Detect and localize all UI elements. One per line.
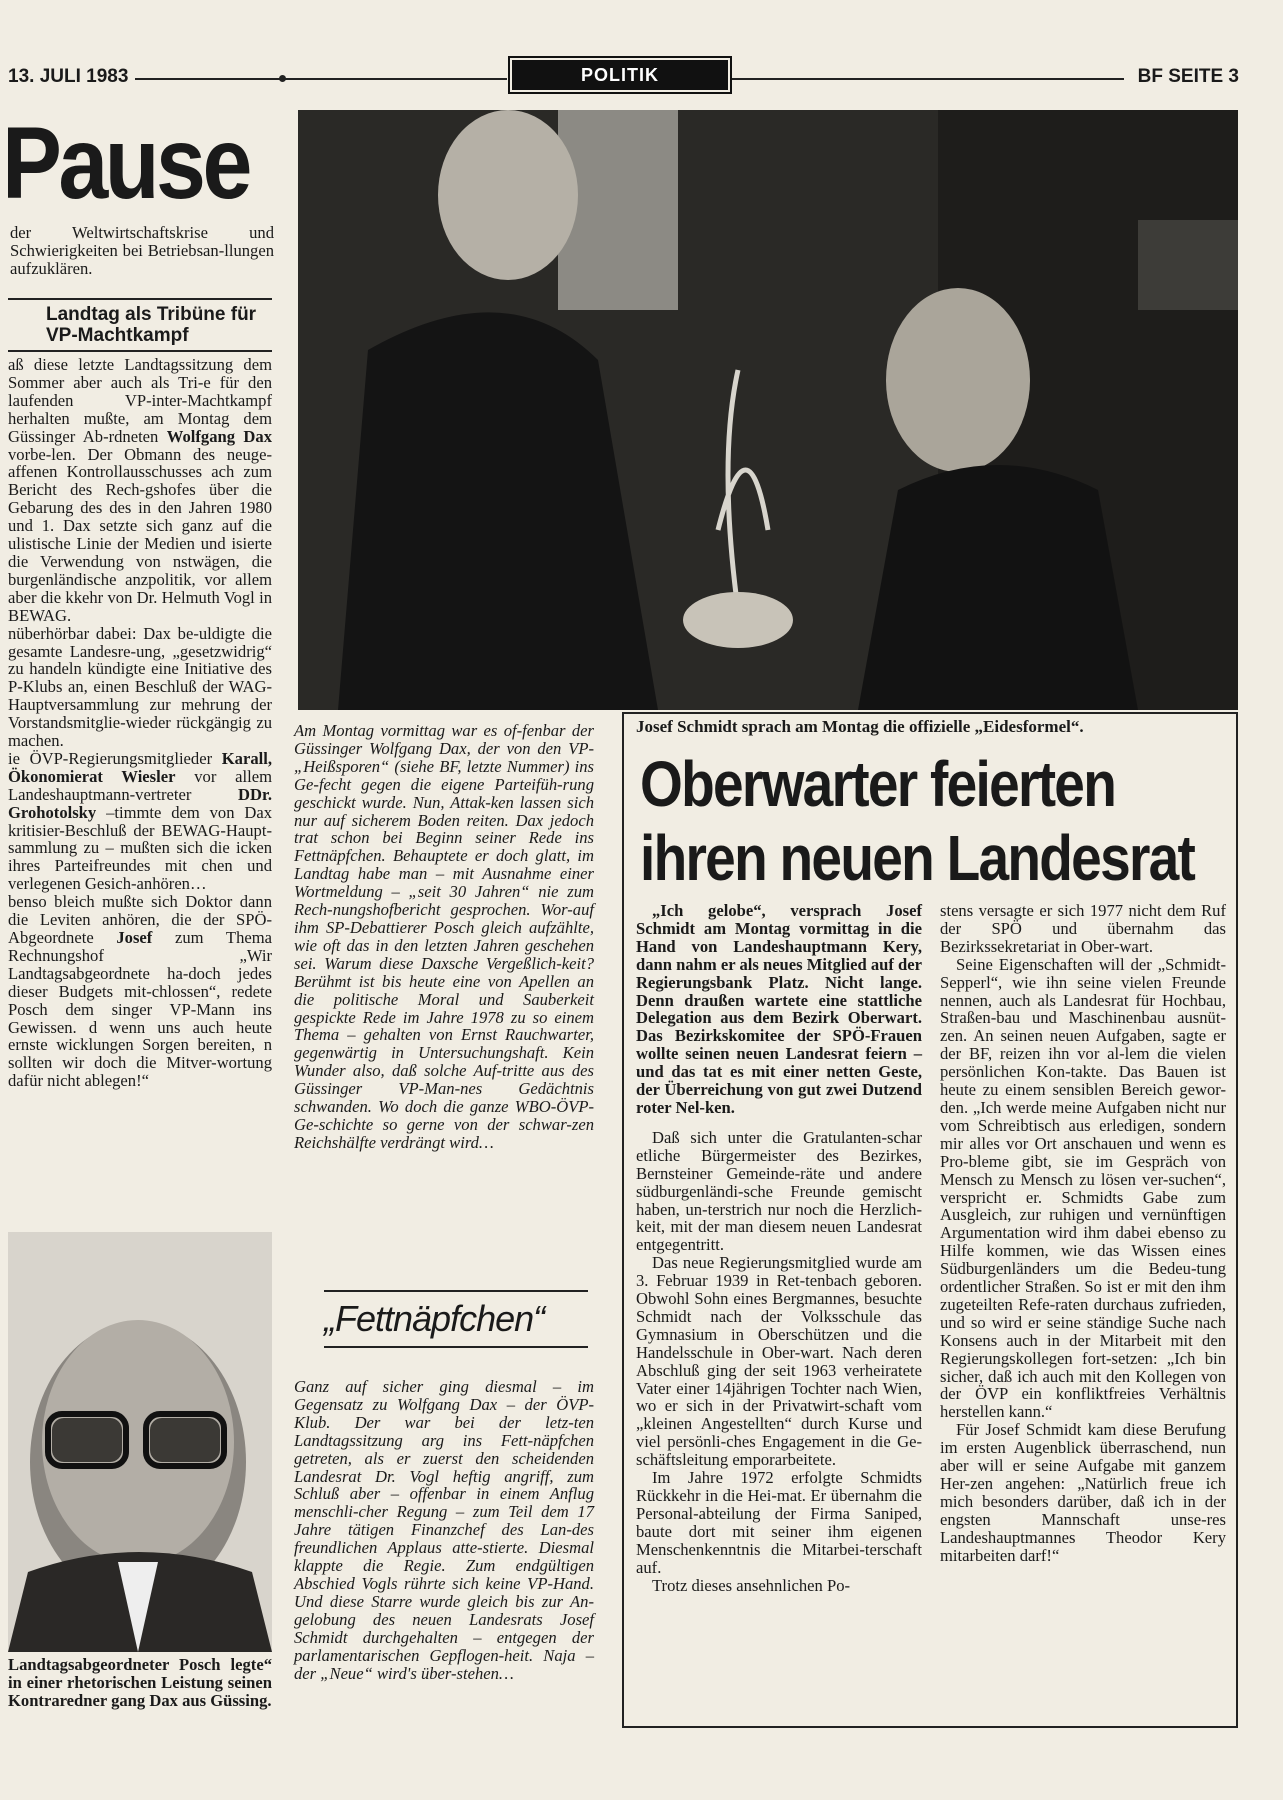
portrait-photo bbox=[8, 1232, 272, 1652]
left-body: aß diese letzte Landtagssitzung dem Sommer aber auch als Tri-e für den laufenden VP-inter-Machtkampf herhalten mußte, am Montag dem Güssinger Ab-rdneten Wolfgang Dax vorbe-len. Der Obmann des neuge-affenen Kontrollausschusses ach zum Bericht des Rech-gshofes über die Gebarung des des in den Jahren 1980 und 1. Dax setzte sich ganz auf die ulistische Linie der Medien und isierte die Verwendung von nstwägen, die burgenländische anzpolitik, vor allem aber die kkehr von Dr. Helmuth Vogl in BEWAG. nüberhörbar dabei: Dax be-uldigte die gesamte Landesre-ung, „gesetzwidrig“ zu handeln kündigte eine Initiative des P-Klubs an, einen Beschluß der WAG-Hauptversammlung zur mehrung der Vorstandsmitglie-wieder rückgängig zu machen. ie ÖVP-Regierungsmitglieder Karall, Ökonomierat Wiesler vor allem Landeshauptmann-vertreter DDr. Grohotolsky –timmte dem von Dax kritisier-Beschluß der BEWAG-Haupt-sammlung zu – mußten sich die icken ihres Parteifreundes mit chen und verlegenen Gesich-anhören… benso bleich mußte sich Doktor dann die Leviten anhören, die der SPÖ-Abgeordnete Josef zum Thema Rechnungshof „Wir Landtagsabgeordnete ha-doch jedes dieser Budgets mit-chlossen“, redete Posch dem singer VP-Mann ins Gewissen. d wenn uns auch heute ernste wicklungen Sorgen bereiten, n sollten wir doch die Mitver-wortung dafür nicht ablegen!“ bbox=[8, 355, 272, 1091]
left-subhead: Landtag als Tribüne für VP-Machtkampf bbox=[46, 304, 257, 346]
story-lead: „Ich gelobe“, versprach Josef Schmidt am Montag vormittag in die Hand von Landeshauptmann Kery, dann nahm er als neues Mitglied auf der Regierungsbank Platz. Nicht lange. Denn draußen wartete eine stattliche Delegation aus dem Bezirk Oberwart. Das Bezirkskomitee der SPÖ-Frauen wollte seinen neuen Landesrat feiern – und das tat es mit einer netten Geste, der Überreichung von gut zwei Dutzend roter Nel-ken. bbox=[636, 901, 922, 1117]
left-headline: Pause bbox=[2, 106, 249, 220]
story-paragraph: Für Josef Schmidt kam diese Berufung im ersten Augenblick überraschend, nun aber will er seine Aufgabe mit ganzem Her-zen angehen: „Natürlich freue ich mich besonders darüber, daß ich in der engsten Mannschaft unse-res Landeshauptmannes Theodor Kery mitarbeiten darf!“ bbox=[940, 1420, 1226, 1565]
left-intro: der Weltwirtschaftskrise und Schwierigkeiten bei Betriebsan-llungen aufzuklären. bbox=[10, 223, 274, 278]
box-rule-bottom bbox=[324, 1346, 588, 1348]
ceremony-illustration bbox=[298, 110, 1238, 710]
header-rule-left bbox=[135, 78, 507, 80]
main-photo bbox=[298, 110, 1238, 710]
story-paragraph: Trotz dieses ansehnlichen Po- bbox=[652, 1575, 851, 1595]
story-paragraph: stens versagte er sich 1977 nicht dem Ruf der SPÖ und übernahm das Bezirkssekretariat in Ober-wart. bbox=[940, 901, 1226, 956]
middle-commentary: Am Montag vormittag war es of-fenbar der Güssinger Wolfgang Dax, der von den VP-„Heißsporen“ (siehe BF, letzte Nummer) ins Ge-fecht gegen die eigene Parteifüh-rung geschickt wurde. Nun, Attak-ken lassen sich nur auf sicherem Boden reiten. Dax jedoch trat schon bei Beginn seiner Rede ins Fettnäpfchen. Behauptete er doch glatt, im Landtag habe man – mit Ausnahme einer Wortmeldung – „seit 30 Jahren“ nie zum Rech-nungshofbericht gesprochen. Wor-auf ihm SP-Debattierer Posch gleich aufzählte, wie oft das in den letzten Jahren geschehen sei. Warum diese Daxsche Vergeßlich-keit? Berühmt ist bis heute eine von Apellen an die politische Moral und Sauberkeit gespickte Rede im Jahre 1978 zu so einem Thema – gehalten von Ernst Rauchwarter, gegenwärtig in Untersuchungshaft. Kein Wunder also, daß solche Auf-tritte aus des Güssinger VP-Man-nes Gedächtnis schwanden. Wo doch die ganze WBO-ÖVP-Ge-schichte so gerne von der schwar-zen Reichshälfte verdrängt wird… bbox=[294, 721, 594, 1152]
story-paragraph: Daß sich unter die Gratulanten-schar etliche Bürgermeister des Bezirkes, Bernsteiner Gemeinde-räte und andere südburgenländi-sche Freunde gemischt haben, un-terstrich nur noch die Herzlich-keit, mit der man diesem neuen Landesrat entgegentritt. bbox=[636, 1127, 922, 1255]
box-headline: „Fettnäpfchen“ bbox=[324, 1298, 545, 1339]
story-column-1 bbox=[636, 902, 922, 1594]
portrait-caption: Landtagsabgeordneter Posch legte“ in einer rhetorischen Leistung seinen Kontraredner gang Dax aus Güssing. bbox=[8, 1655, 272, 1710]
header-rule-right bbox=[732, 78, 1124, 80]
header-dot bbox=[279, 75, 286, 82]
story-paragraph: Im Jahre 1972 erfolgte Schmidts Rückkehr in die Hei-mat. Er übernahm die Personal-abteilung der Firma Saniped, baute dort mit seiner ihm eigenen Menschenkenntnis die Mitarbei-terschaft auf. bbox=[636, 1468, 922, 1577]
box-body: Ganz auf sicher ging diesmal – im Gegensatz zu Wolfgang Dax – der ÖVP-Klub. Der war bei der letz-ten Landtagssitzung arg ins Fett-näpfchen getreten, als er zuerst den scheidenden Landesrat Dr. Vogl heftig angriff, zum Schluß aber – offenbar in einem Anflug menschli-cher Regung – zum Teil dem 17 Jahre tätigen Finanzchef des Lan-des freundlichen Applaus atte-stierte. Diesmal klappte die Regie. Zum endgültigen Abschied Vogls rührte sich keine VP-Hand. Und diese Starre wurde gleich bis zur An-gelobung des neuen Landesrats Josef Schmidt durchgehalten – entgegen der parlamentarischen Gepflogen-heit. Naja – der „Neue“ wird's über-stehen… bbox=[294, 1377, 594, 1683]
story-paragraph: Das neue Regierungsmitglied wurde am 3. Februar 1939 in Ret-tenbach geboren. Obwohl Sohn eines Bergmannes, besuchte Schmidt nach der Volksschule das Gymnasium in Oberschützen und die Handelsschule in Ober-wart. Nach deren Abschluß ging der seit 1963 verheiratete Vater einer 14jährigen Tochter nach Wien, wo er sich in der Privatwirt-schaft vom „kleinen Angestellten“ durch Kurse und viel persönli-ches Engagement in die Ge-schäftsleitung emporarbeitete. bbox=[636, 1253, 922, 1470]
page-number: BF SEITE 3 bbox=[1137, 66, 1239, 87]
story-column-2 bbox=[940, 902, 1226, 1565]
left-rule-bottom bbox=[8, 350, 272, 352]
issue-date: 13. JULI 1983 bbox=[8, 66, 129, 87]
box-rule-top bbox=[324, 1290, 588, 1292]
story-headline-line2: ihren neuen Landesrat bbox=[640, 822, 1195, 894]
section-rubric: POLITIK bbox=[512, 60, 728, 90]
left-rule-top bbox=[8, 298, 272, 300]
story-headline-line1: Oberwarter feierten bbox=[640, 748, 1116, 820]
story-paragraph: Seine Eigenschaften will der „Schmidt-Sepperl“, wie ihn seine vielen Freunde nennen, auch als Landesrat für Hochbau, Straßen-bau und Maschinenbau ausnüt-zen. An seinen neuen Aufgaben, sagte er der BF, reizen ihn vor al-lem die vielen persönlichen Kon-takte. Das Bauen ist heute zu einem sensiblen Bereich gewor-den. „Ich werde meine Aufgaben nicht nur vom Schreibtisch aus erledigen, sondern mir alles vor Ort anschauen und wenn es Pro-bleme gibt, sie im Gespräch von Mensch zu Mensch zu lösen ver-suchen“, verspricht er. Schmidts Gabe zum Ausgleich, zur ruhigen und vernünftigen Argumentation wird ihm dabei ebenso zu Hilfe kommen, wie das Wissen eines Südburgenländers um die Bedeu-tung ordentlicher Straßen. So ist er mit den ihm zugeteilten Refe-raten durchaus zufrieden, und so wird er seine ständige Suche nach Konsens auch in der Mitarbeit mit den Regierungskollegen fort-setzen: „Ich bin sicher, daß ich auch mit den Kollegen von der ÖVP ein konfliktfreies Verhältnis herstellen kann.“ bbox=[940, 954, 1226, 1422]
photo-caption: Josef Schmidt sprach am Montag die offizielle „Eidesformel“. bbox=[636, 717, 1084, 736]
portrait-illustration bbox=[8, 1232, 272, 1652]
